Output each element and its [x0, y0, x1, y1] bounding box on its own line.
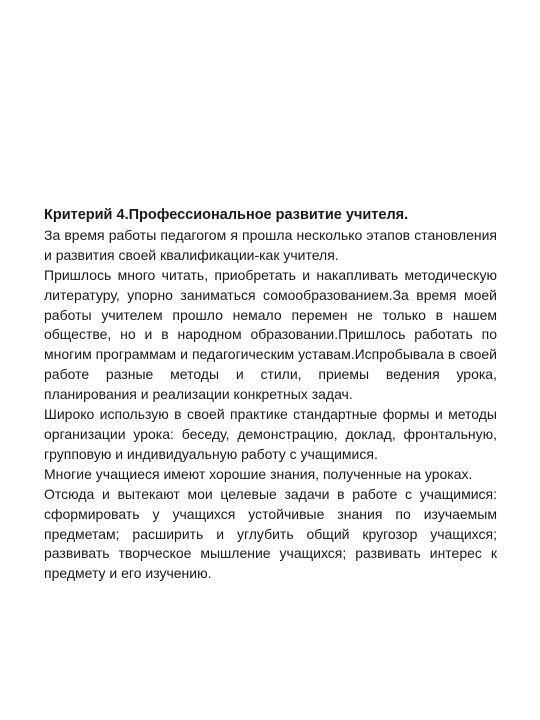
paragraph-methods: Широко использую в своей практике стандартные формы и методы организации урока: беседу, демонстрацию, доклад, фронтальную, групповую и индивидуальную работу с учащимися. [44, 406, 497, 462]
criterion-heading: Критерий 4.Профессиональное развитие учителя. [44, 207, 409, 223]
document-text [44, 206, 497, 584]
paragraph-stages: За время работы педагогом я прошла несколько этапов становления и развития своей квалификации-как учителя. [44, 226, 497, 263]
paragraph-knowledge: Многие учащиеся имеют хорошие знания, полученные на уроках. [44, 465, 473, 482]
paragraph-self-education: Пришлось много читать, приобретать и накапливать методическую литературу, упорно заниматься сомообразованием.За время моей работы учителем прошло немало перемен не только в нашем обществе, но и в народном образовании.Пришлось работать по многим программам и педагогическим уставам.Испробывала в своей работе разные методы и стили, приемы ведения урока, планирования и реализации конкретных задач. [44, 266, 497, 403]
paragraph-goals: Отсюда и вытекают мои целевые задачи в работе с учащимися: сформировать у учащихся устойчивые знания по изучаемым предметам; расширить и углубить общий кругозор учащихся; развивать творческое мышление учащихся; развивать интерес к предмету и его изучению. [44, 485, 497, 582]
